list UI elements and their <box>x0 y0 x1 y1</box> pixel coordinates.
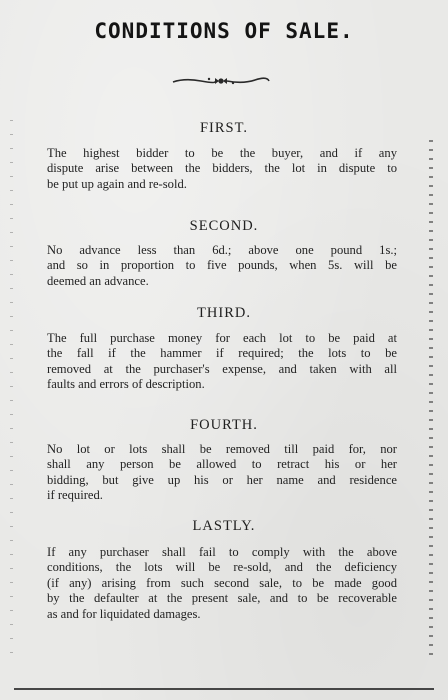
text-line: removed at the purchaser's expense, and taken with all <box>47 361 397 376</box>
text-line: deemed an advance. <box>47 273 149 288</box>
text-line: as and for liquidated damages. <box>47 606 201 621</box>
text-line: the fall if the hammer if required; the lots to be <box>47 346 397 361</box>
text-line: faults and errors of description. <box>47 377 205 392</box>
text-line: conditions, the lots will be re-sold, and the deficiency <box>47 560 397 575</box>
text-line: dispute arise between the bidders, the lot in dispute to <box>47 161 397 176</box>
text-line: If any purchaser shall fail to comply with the above <box>47 545 397 559</box>
document-title: CONDITIONS OF SALE. <box>94 19 354 43</box>
section-text-first <box>47 146 397 192</box>
ornament-divider <box>171 74 271 88</box>
text-line: No advance less than 6d.; above one pound 1s.; <box>47 243 397 257</box>
text-line: by the defaulter at the present sale, and to be recoverable <box>47 591 397 606</box>
text-line: and so in proportion to five pounds, when 5s. will be <box>47 258 397 273</box>
section-heading-lastly: LASTLY. <box>192 518 256 534</box>
section-heading-third: THIRD. <box>197 305 251 321</box>
section-text-lastly <box>47 545 397 622</box>
text-line: The highest bidder to be the buyer, and if any <box>47 146 397 160</box>
bottom-rule <box>14 688 434 690</box>
text-line: No lot or lots shall be removed till paid for, nor <box>47 442 397 456</box>
text-line: bidding, but give up his or her name and residence <box>47 472 397 487</box>
section-text-fourth <box>47 442 397 504</box>
text-line: shall any person be allowed to retract his or her <box>47 457 397 472</box>
section-heading-second: SECOND. <box>189 218 259 234</box>
section-heading-fourth: FOURTH. <box>190 417 258 433</box>
text-line: be put up again and re-sold. <box>47 176 187 191</box>
section-heading-first: FIRST. <box>199 120 249 136</box>
text-line: The full purchase money for each lot to be paid at <box>47 331 397 345</box>
text-line: if required. <box>47 488 103 503</box>
page-edge-left <box>10 120 13 660</box>
text-line: (if any) arising from such second sale, to be made good <box>47 575 397 590</box>
section-text-second <box>47 243 397 289</box>
section-text-third <box>47 331 397 393</box>
